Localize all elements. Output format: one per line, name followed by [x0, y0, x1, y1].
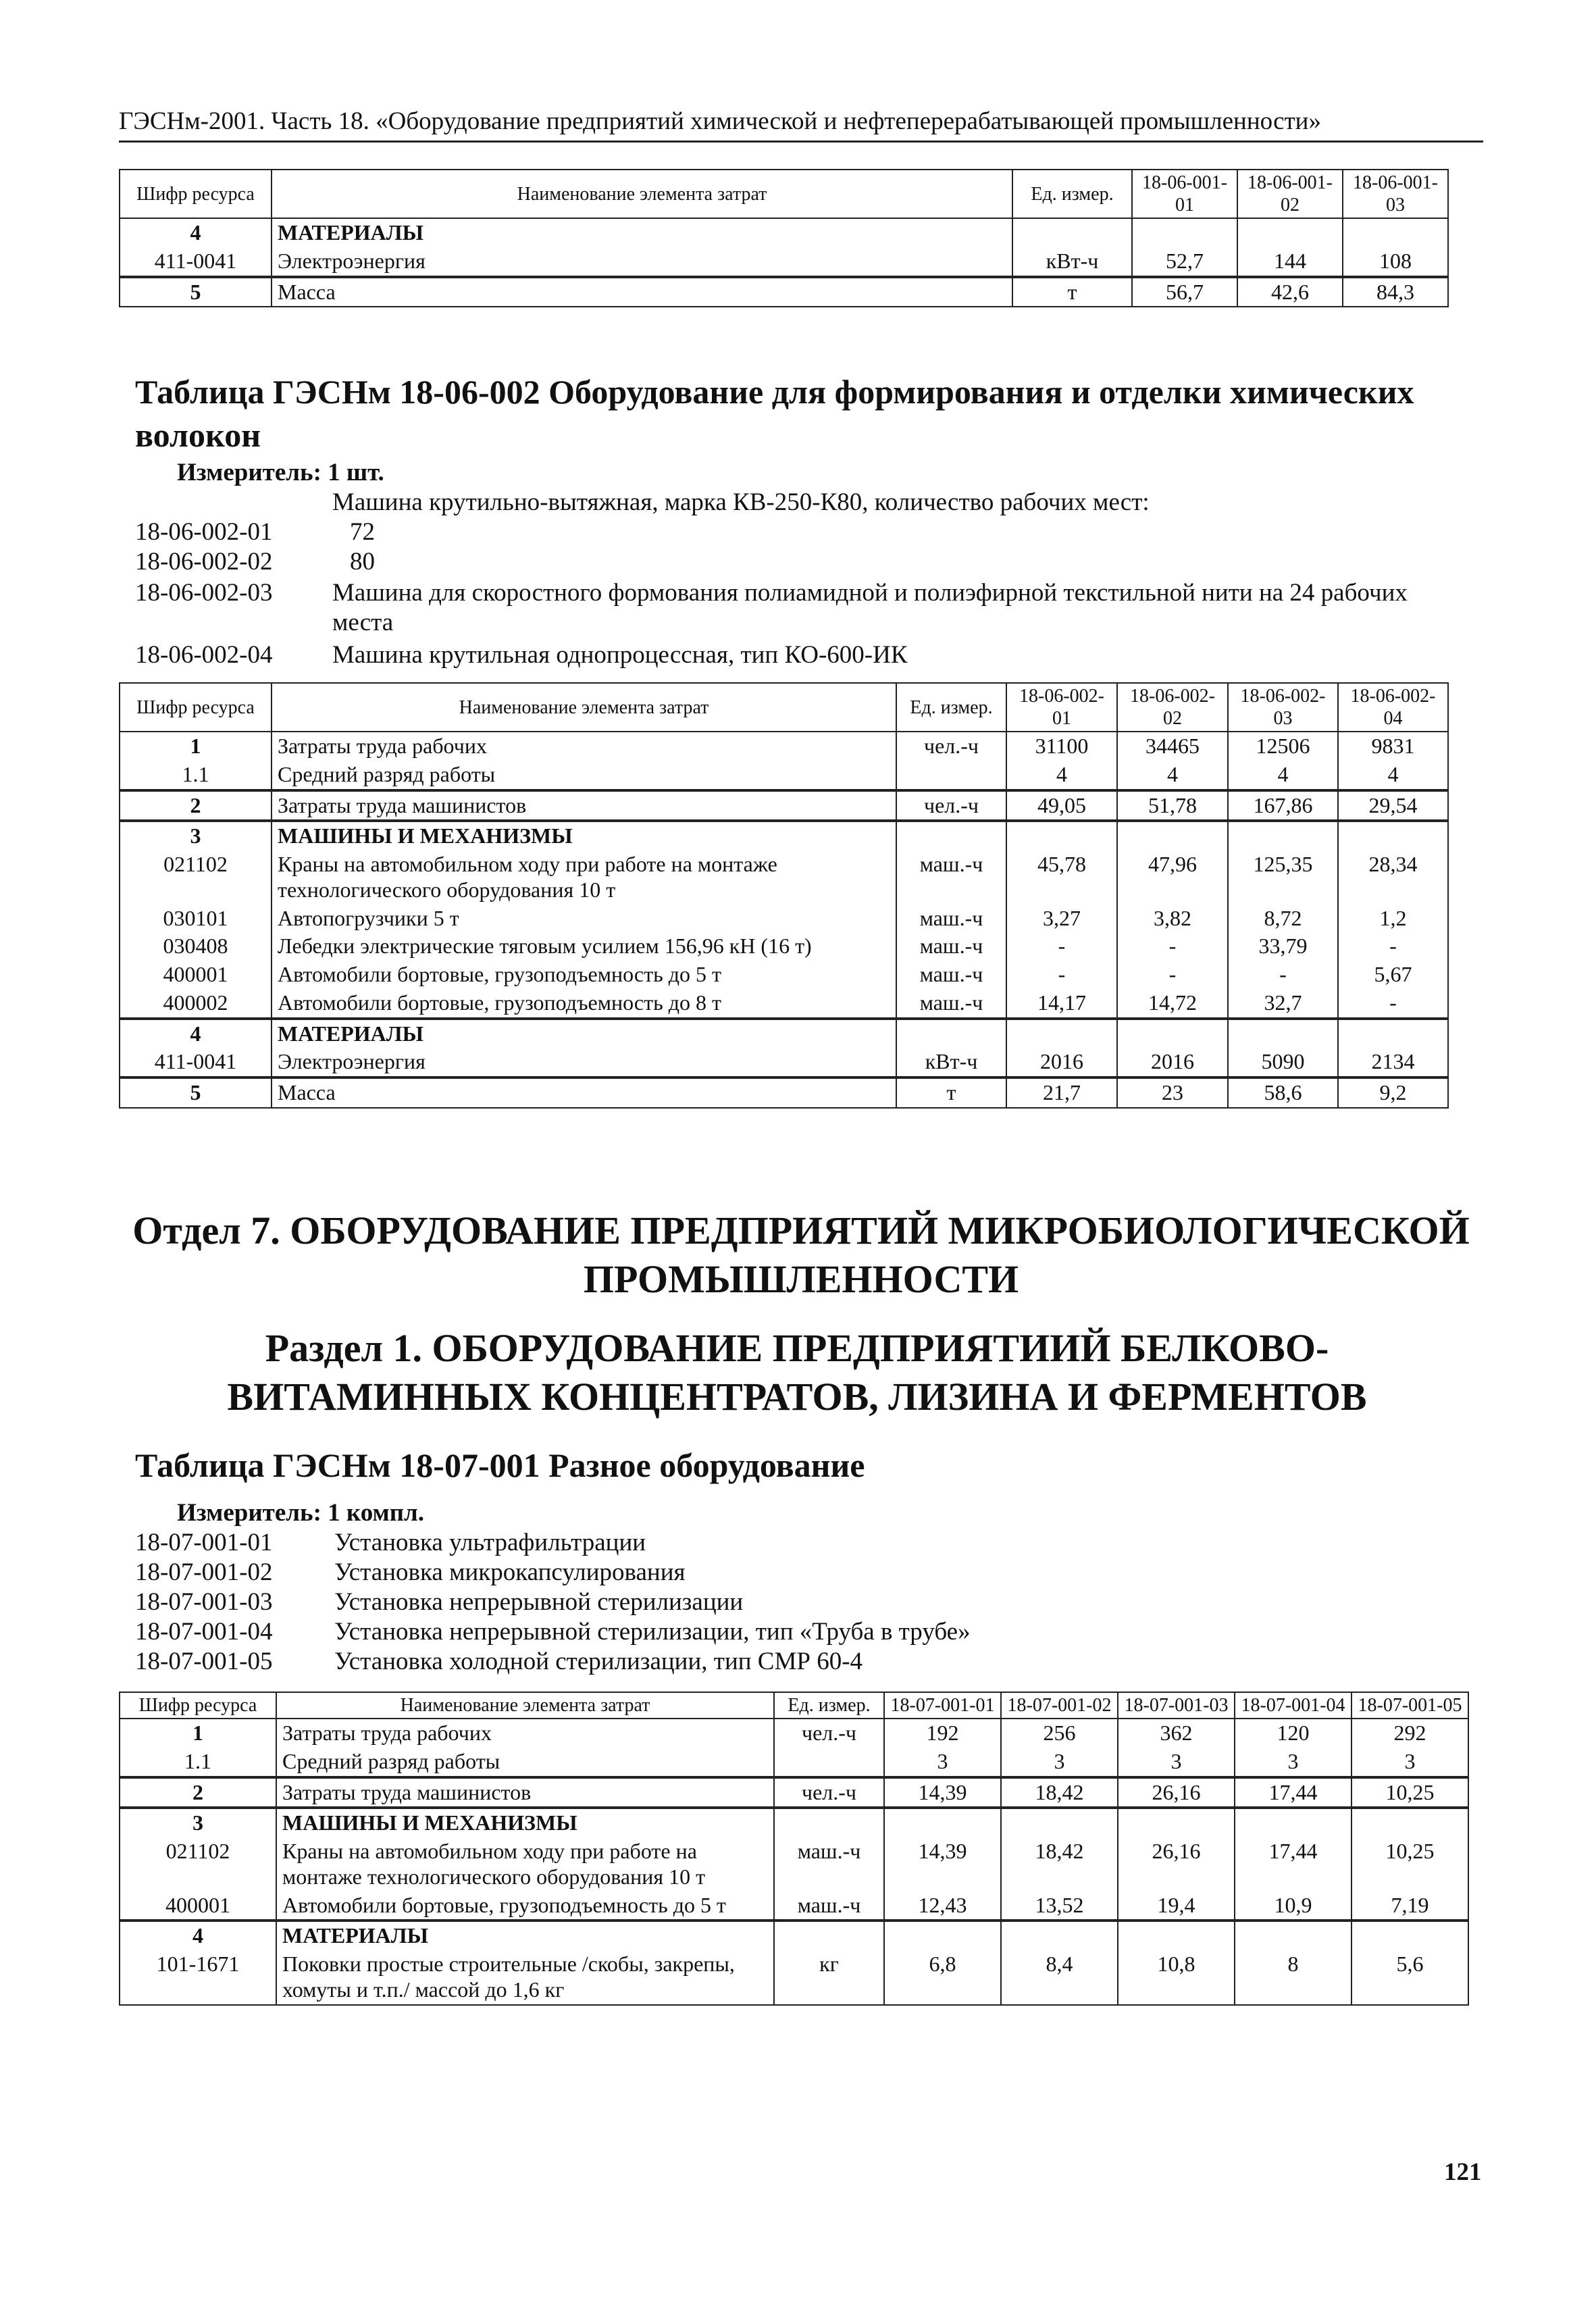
header-col: 18-07-001-04	[1235, 1692, 1352, 1719]
cell-value: 167,86	[1228, 790, 1338, 821]
cell-value: 8,72	[1228, 905, 1338, 933]
cell-unit	[774, 1921, 884, 1950]
cell-code: 4	[120, 218, 272, 247]
item-code: 18-06-002-04	[135, 641, 273, 669]
cell-unit	[896, 1019, 1006, 1048]
table-row	[120, 821, 1448, 850]
table-row	[120, 1077, 1448, 1108]
table-title-18-07-001: Таблица ГЭСНм 18-07-001 Разное оборудование	[135, 1446, 865, 1484]
cell-name: Средний разряд работы	[276, 1748, 774, 1777]
cell-value: 49,05	[1006, 790, 1117, 821]
cell-value: 2016	[1006, 1048, 1117, 1077]
cell-code: 021102	[120, 850, 272, 905]
cell-value	[1343, 218, 1448, 247]
cell-code: 030101	[120, 905, 272, 933]
item-text: Установка непрерывной стерилизации, тип «Труба в трубе»	[334, 1618, 971, 1646]
cell-value: 45,78	[1006, 850, 1117, 905]
cell-name: МАШИНЫ И МЕХАНИЗМЫ	[272, 821, 896, 850]
cell-value: 23	[1117, 1077, 1228, 1108]
cell-value	[1352, 1808, 1468, 1837]
table-row	[120, 761, 1448, 790]
cell-value: 13,52	[1001, 1891, 1118, 1921]
cell-value: -	[1117, 932, 1228, 961]
table-row	[120, 218, 1448, 247]
cell-value	[1117, 1019, 1228, 1048]
cell-value: -	[1117, 961, 1228, 989]
item-text: Установка микрокапсулирования	[334, 1558, 686, 1586]
cell-unit: т	[896, 1077, 1006, 1108]
cell-unit: чел.-ч	[896, 790, 1006, 821]
cell-name: Краны на автомобильном ходу при работе на монтаже технологического оборудования 10 т	[272, 850, 896, 905]
cell-code: 411-0041	[120, 247, 272, 277]
cell-value: 42,6	[1237, 277, 1343, 307]
cell-code: 5	[120, 1077, 272, 1108]
table-row	[120, 1837, 1468, 1891]
cell-value: 10,9	[1235, 1891, 1352, 1921]
cell-value	[1235, 1921, 1352, 1950]
cell-value: -	[1338, 932, 1448, 961]
cell-value: 21,7	[1006, 1077, 1117, 1108]
header-col: 18-06-001-03	[1343, 170, 1448, 218]
cell-value: 3	[1235, 1748, 1352, 1777]
cell-unit: маш.-ч	[774, 1891, 884, 1921]
cell-name: Автомобили бортовые, грузоподъемность до 8 т	[272, 989, 896, 1019]
header-rule	[119, 141, 1483, 143]
header-name: Наименование элемента затрат	[272, 683, 896, 732]
cell-unit: маш.-ч	[896, 932, 1006, 961]
item-text: Установка ультрафильтрации	[334, 1529, 646, 1556]
cell-value: 4	[1228, 761, 1338, 790]
cell-code: 4	[120, 1921, 276, 1950]
cell-value	[1132, 218, 1237, 247]
cell-unit: маш.-ч	[896, 989, 1006, 1019]
cell-value: 31100	[1006, 732, 1117, 761]
cell-value	[1117, 821, 1228, 850]
header-unit: Ед. измер.	[896, 683, 1006, 732]
cell-code: 3	[120, 821, 272, 850]
page-number: 121	[1444, 2158, 1482, 2186]
header-col: 18-06-002-01	[1006, 683, 1117, 732]
header-unit: Ед. измер.	[774, 1692, 884, 1719]
cell-code: 1	[120, 732, 272, 761]
item-text: 80	[350, 548, 375, 576]
table-row	[120, 1748, 1468, 1777]
cell-value: 3	[1118, 1748, 1235, 1777]
cell-value: -	[1006, 932, 1117, 961]
cell-value: 8	[1235, 1950, 1352, 2005]
cell-value: 1,2	[1338, 905, 1448, 933]
cell-code: 3	[120, 1808, 276, 1837]
cell-value: 5,67	[1338, 961, 1448, 989]
item-code: 18-07-001-02	[135, 1558, 273, 1586]
cell-value	[1118, 1808, 1235, 1837]
cell-name: МАТЕРИАЛЫ	[272, 1019, 896, 1048]
cell-value: 108	[1343, 247, 1448, 277]
cell-name: Затраты труда рабочих	[272, 732, 896, 761]
cell-value: 14,39	[884, 1777, 1001, 1808]
cell-value: 6,8	[884, 1950, 1001, 2005]
cell-value: 256	[1001, 1719, 1118, 1748]
header-col: 18-06-002-04	[1338, 683, 1448, 732]
cell-code: 5	[120, 277, 272, 307]
header-unit: Ед. измер.	[1012, 170, 1132, 218]
table-row	[120, 1950, 1468, 2005]
cell-name: МАТЕРИАЛЫ	[276, 1921, 774, 1950]
razdel-heading: Раздел 1. ОБОРУДОВАНИЕ ПРЕДПРИЯТИИЙ БЕЛКОВО-ВИТАМИННЫХ КОНЦЕНТРАТОВ, ЛИЗИНА И ФЕРМЕНТОВ	[227, 1326, 1367, 1419]
header-col: 18-06-002-03	[1228, 683, 1338, 732]
cell-code: 021102	[120, 1837, 276, 1891]
cell-code: 1.1	[120, 1748, 276, 1777]
cell-name: Автопогрузчики 5 т	[272, 905, 896, 933]
cell-code: 1.1	[120, 761, 272, 790]
cell-value: 26,16	[1118, 1837, 1235, 1891]
cell-value: 3	[1352, 1748, 1468, 1777]
cell-value: 4	[1006, 761, 1117, 790]
item-code: 18-07-001-01	[135, 1529, 273, 1556]
cell-code: 4	[120, 1019, 272, 1048]
otdel-heading: Отдел 7. ОБОРУДОВАНИЕ ПРЕДПРИЯТИЙ МИКРОБИОЛОГИЧЕСКОЙ ПРОМЫШЛЕННОСТИ	[132, 1209, 1470, 1301]
cell-value: 120	[1235, 1719, 1352, 1748]
cell-value	[884, 1808, 1001, 1837]
cell-code: 101-1671	[120, 1950, 276, 2005]
cell-unit: кг	[774, 1950, 884, 2005]
item-code: 18-06-002-01	[135, 518, 273, 546]
cell-value: 9831	[1338, 732, 1448, 761]
table-row	[120, 790, 1448, 821]
table-row	[120, 961, 1448, 989]
cell-value: 28,34	[1338, 850, 1448, 905]
header-shifr: Шифр ресурса	[120, 170, 272, 218]
cell-value	[1235, 1808, 1352, 1837]
cell-value	[1338, 821, 1448, 850]
cell-unit: маш.-ч	[896, 961, 1006, 989]
table-row	[120, 277, 1448, 307]
cell-value	[1228, 821, 1338, 850]
cell-value: 84,3	[1343, 277, 1448, 307]
cell-value	[1118, 1921, 1235, 1950]
cell-value: 58,6	[1228, 1077, 1338, 1108]
item-text: Машина крутильная однопроцессная, тип КО-600-ИК	[332, 641, 908, 669]
cell-value: 2016	[1117, 1048, 1228, 1077]
header-col: 18-06-002-02	[1117, 683, 1228, 732]
table-row	[120, 989, 1448, 1019]
cell-value: 3	[884, 1748, 1001, 1777]
cell-value: 47,96	[1117, 850, 1228, 905]
item-code: 18-06-002-03	[135, 579, 273, 607]
cell-value: 8,4	[1001, 1950, 1118, 2005]
header-col: 18-07-001-02	[1001, 1692, 1118, 1719]
cell-value: 10,8	[1118, 1950, 1235, 2005]
cell-value: 4	[1117, 761, 1228, 790]
item-text: 72	[350, 518, 375, 546]
table-row	[120, 1019, 1448, 1048]
item-text: Установка холодной стерилизации, тип СМР 60-4	[334, 1648, 863, 1675]
cell-value: 4	[1338, 761, 1448, 790]
table-header-row	[120, 683, 1448, 732]
header-col: 18-07-001-01	[884, 1692, 1001, 1719]
cell-value: 33,79	[1228, 932, 1338, 961]
cell-value: 34465	[1117, 732, 1228, 761]
cell-value: 10,25	[1352, 1777, 1468, 1808]
header-name: Наименование элемента затрат	[276, 1692, 774, 1719]
cell-unit: т	[1012, 277, 1132, 307]
cell-value: 5090	[1228, 1048, 1338, 1077]
cell-unit: чел.-ч	[774, 1719, 884, 1748]
measure-unit: Измеритель: 1 шт.	[177, 459, 384, 486]
cell-unit: маш.-ч	[774, 1837, 884, 1891]
item-code: 18-06-002-02	[135, 548, 273, 576]
cell-value: 26,16	[1118, 1777, 1235, 1808]
measure-unit: Измеритель: 1 компл.	[177, 1499, 425, 1527]
cell-unit: чел.-ч	[774, 1777, 884, 1808]
cell-value: 12,43	[884, 1891, 1001, 1921]
header-col: 18-06-001-02	[1237, 170, 1343, 218]
cell-unit	[774, 1808, 884, 1837]
cell-unit	[896, 761, 1006, 790]
cell-unit: кВт-ч	[896, 1048, 1006, 1077]
cell-code: 400001	[120, 1891, 276, 1921]
cell-value: 3,27	[1006, 905, 1117, 933]
cell-unit: чел.-ч	[896, 732, 1006, 761]
cell-value: -	[1228, 961, 1338, 989]
table-header-row	[120, 170, 1448, 218]
table-row	[120, 1808, 1468, 1837]
cell-name: Автомобили бортовые, грузоподъемность до 5 т	[276, 1891, 774, 1921]
cell-value	[1237, 218, 1343, 247]
cell-value: 3	[1001, 1748, 1118, 1777]
table-18-07-001	[119, 1692, 1469, 2006]
table-18-06-002	[119, 682, 1449, 1109]
cell-name: МАШИНЫ И МЕХАНИЗМЫ	[276, 1808, 774, 1837]
cell-value: 125,35	[1228, 850, 1338, 905]
item-text: Машина для скоростного формования полиамидной и полиэфирной текстильной нити на 24 рабочих места	[332, 579, 1408, 636]
cell-code: 400001	[120, 961, 272, 989]
table-row	[120, 1777, 1468, 1808]
cell-value: 18,42	[1001, 1777, 1118, 1808]
table-row	[120, 247, 1448, 277]
cell-value: 3,82	[1117, 905, 1228, 933]
table-row	[120, 932, 1448, 961]
cell-value: 12506	[1228, 732, 1338, 761]
cell-value: -	[1006, 961, 1117, 989]
cell-name: Масса	[272, 277, 1012, 307]
header-col: 18-07-001-03	[1118, 1692, 1235, 1719]
cell-value: 14,17	[1006, 989, 1117, 1019]
cell-value: 29,54	[1338, 790, 1448, 821]
intro-text: Машина крутильно-вытяжная, марка КВ-250-К80, количество рабочих мест:	[332, 488, 1150, 516]
header-col: 18-07-001-05	[1352, 1692, 1468, 1719]
cell-name: МАТЕРИАЛЫ	[272, 218, 1012, 247]
cell-value: 192	[884, 1719, 1001, 1748]
cell-name: Затраты труда машинистов	[272, 790, 896, 821]
cell-value: 18,42	[1001, 1837, 1118, 1891]
item-code: 18-07-001-03	[135, 1588, 273, 1616]
cell-value: 19,4	[1118, 1891, 1235, 1921]
cell-unit: маш.-ч	[896, 905, 1006, 933]
table-header-row	[120, 1692, 1468, 1719]
cell-value	[1228, 1019, 1338, 1048]
header-name: Наименование элемента затрат	[272, 170, 1012, 218]
cell-value: 10,25	[1352, 1837, 1468, 1891]
cell-value: -	[1338, 989, 1448, 1019]
cell-code: 411-0041	[120, 1048, 272, 1077]
cell-unit: маш.-ч	[896, 850, 1006, 905]
cell-value: 5,6	[1352, 1950, 1468, 2005]
item-code: 18-07-001-05	[135, 1648, 273, 1675]
cell-value: 2134	[1338, 1048, 1448, 1077]
cell-code: 030408	[120, 932, 272, 961]
cell-value: 52,7	[1132, 247, 1237, 277]
cell-code: 2	[120, 1777, 276, 1808]
table-row	[120, 1719, 1468, 1748]
cell-value	[884, 1921, 1001, 1950]
header-col: 18-06-001-01	[1132, 170, 1237, 218]
cell-value: 17,44	[1235, 1837, 1352, 1891]
header-shifr: Шифр ресурса	[120, 1692, 276, 1719]
item-code: 18-07-001-04	[135, 1618, 273, 1646]
cell-value: 362	[1118, 1719, 1235, 1748]
table-row	[120, 1048, 1448, 1077]
cell-value: 56,7	[1132, 277, 1237, 307]
table-18-06-001	[119, 169, 1449, 307]
cell-value: 51,78	[1117, 790, 1228, 821]
cell-name: Затраты труда машинистов	[276, 1777, 774, 1808]
cell-value: 9,2	[1338, 1077, 1448, 1108]
cell-value: 32,7	[1228, 989, 1338, 1019]
table-title-18-06-002: Таблица ГЭСНм 18-06-002 Оборудование для формирования и отделки химических волокон	[135, 373, 1414, 454]
cell-value	[1001, 1808, 1118, 1837]
running-header: ГЭСНм-2001. Часть 18. «Оборудование предприятий химической и нефтеперерабатывающей промышленности»	[119, 107, 1321, 135]
cell-value	[1338, 1019, 1448, 1048]
table-row	[120, 905, 1448, 933]
cell-value	[1006, 821, 1117, 850]
table-row	[120, 732, 1448, 761]
cell-name: Масса	[272, 1077, 896, 1108]
cell-name: Средний разряд работы	[272, 761, 896, 790]
table-row	[120, 850, 1448, 905]
header-shifr: Шифр ресурса	[120, 683, 272, 732]
cell-unit	[1012, 218, 1132, 247]
cell-unit: кВт-ч	[1012, 247, 1132, 277]
cell-value	[1001, 1921, 1118, 1950]
cell-value	[1352, 1921, 1468, 1950]
cell-name: Краны на автомобильном ходу при работе на монтаже технологического оборудования 10 т	[276, 1837, 774, 1891]
cell-value: 14,39	[884, 1837, 1001, 1891]
cell-name: Электроэнергия	[272, 247, 1012, 277]
cell-code: 1	[120, 1719, 276, 1748]
table-row	[120, 1891, 1468, 1921]
cell-value: 17,44	[1235, 1777, 1352, 1808]
cell-value: 292	[1352, 1719, 1468, 1748]
cell-unit	[896, 821, 1006, 850]
cell-name: Поковки простые строительные /скобы, закрепы, хомуты и т.п./ массой до 1,6 кг	[276, 1950, 774, 2005]
item-text: Установка непрерывной стерилизации	[334, 1588, 744, 1616]
cell-value: 7,19	[1352, 1891, 1468, 1921]
cell-value: 144	[1237, 247, 1343, 277]
cell-value: 14,72	[1117, 989, 1228, 1019]
cell-name: Электроэнергия	[272, 1048, 896, 1077]
cell-unit	[774, 1748, 884, 1777]
cell-name: Затраты труда рабочих	[276, 1719, 774, 1748]
cell-name: Автомобили бортовые, грузоподъемность до 5 т	[272, 961, 896, 989]
cell-code: 400002	[120, 989, 272, 1019]
cell-name: Лебедки электрические тяговым усилием 156,96 кН (16 т)	[272, 932, 896, 961]
cell-code: 2	[120, 790, 272, 821]
table-row	[120, 1921, 1468, 1950]
cell-value	[1006, 1019, 1117, 1048]
